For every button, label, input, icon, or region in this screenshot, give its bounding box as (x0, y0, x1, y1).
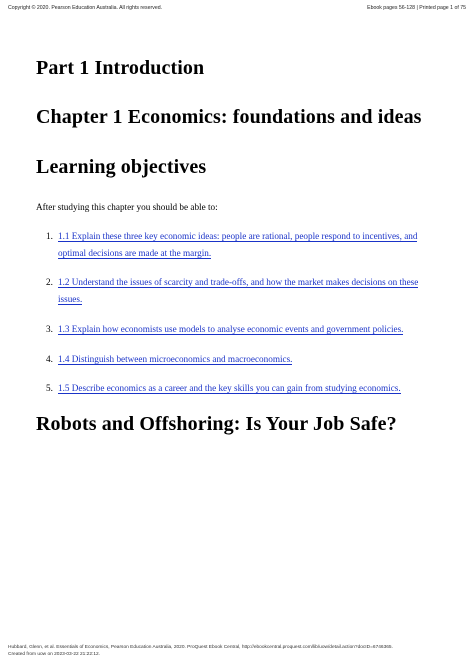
objective-item (36, 351, 440, 368)
intro-text: After studying this chapter you should be able to: (36, 202, 218, 212)
objective-link[interactable]: 1.4 Distinguish between microeconomics and macroeconomics. (58, 354, 293, 364)
page-info: Ebook pages 56-128 | Printed page 1 of 75 (367, 5, 466, 11)
objective-number: 4. (46, 354, 53, 364)
created-timestamp: Created from uow on 2023-03-22 21:22:12. (8, 651, 101, 657)
page-footer (8, 645, 393, 658)
objective-link[interactable]: 1.5 Describe economics as a career and the key skills you can gain from studying economics. (58, 383, 401, 393)
objective-number: 1. (46, 231, 53, 241)
objective-number: 5. (46, 383, 53, 393)
objective-item (36, 274, 440, 308)
objective-link[interactable]: 1.2 Understand the issues of scarcity and trade-offs, and how the market makes decisions on these issues. (58, 277, 419, 304)
citation-text: Hubbard, Glenn, et al. Essentials of Economics, Pearson Education Australia, 2020. ProQuest Ebook Central, http://ebookcentral.proquest.com/lib/uow/detail.action?docID=6746365. (8, 645, 393, 650)
objective-item (36, 321, 440, 338)
objective-link[interactable]: 1.1 Explain these three key economic ideas: people are rational, people respond to incentives, and optimal decisions are made at the margin. (58, 231, 418, 258)
copyright-notice: Copyright © 2020. Pearson Education Australia. All rights reserved. (8, 5, 163, 11)
objectives-list (36, 228, 440, 397)
chapter-title: Chapter 1 Economics: foundations and ideas (36, 106, 422, 128)
page-header (8, 5, 466, 15)
objective-item (36, 228, 440, 262)
objective-number: 2. (46, 277, 53, 287)
learning-objectives-heading: Learning objectives (36, 156, 207, 178)
part-title: Part 1 Introduction (36, 57, 205, 79)
section-heading: Robots and Offshoring: Is Your Job Safe? (36, 413, 397, 435)
objective-number: 3. (46, 324, 53, 334)
objective-item (36, 380, 440, 397)
objective-link[interactable]: 1.3 Explain how economists use models to analyse economic events and government policies. (58, 324, 404, 334)
